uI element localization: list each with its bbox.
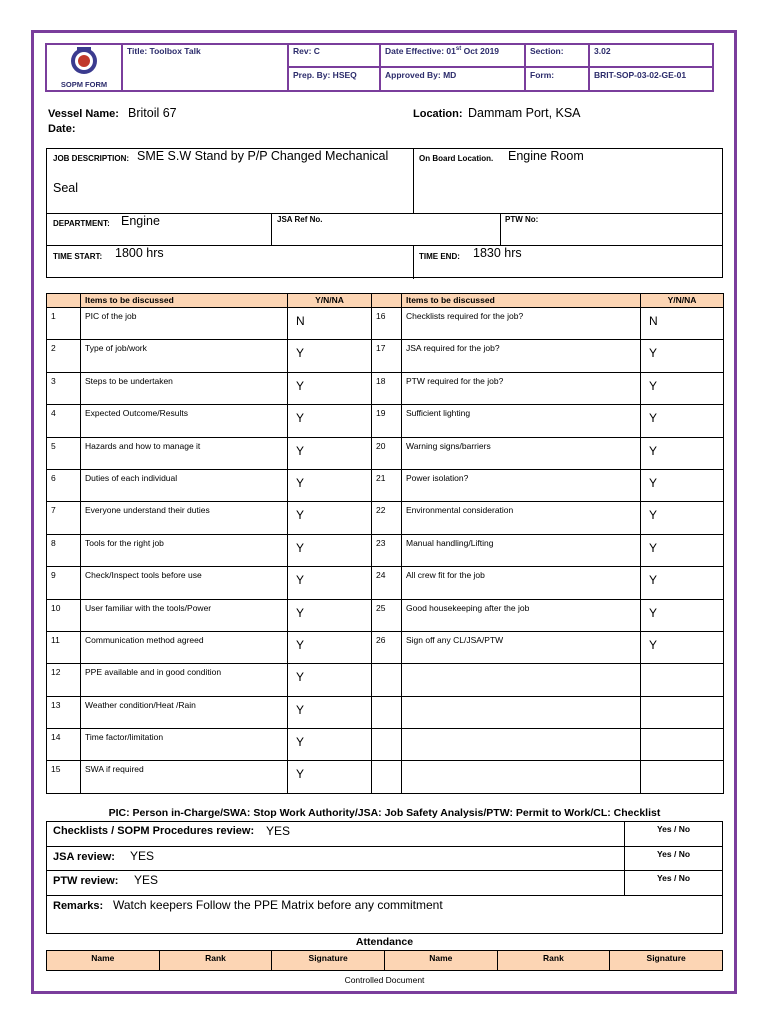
item-number: 14 <box>47 729 81 761</box>
vessel-name-label: Vessel Name: <box>48 108 119 120</box>
header-no <box>372 294 402 308</box>
header-yn: Y/N/NA <box>288 294 372 308</box>
item-answer[interactable]: N <box>288 308 372 340</box>
item-number: 9 <box>47 567 81 599</box>
header-divider <box>379 45 381 90</box>
item-label: Sufficient lighting <box>402 405 641 437</box>
attendance-col-signature: Signature <box>272 951 385 971</box>
item-answer[interactable] <box>641 664 724 696</box>
item-answer[interactable]: Y <box>641 534 724 566</box>
item-answer[interactable]: Y <box>288 340 372 372</box>
checklist-row <box>47 372 724 404</box>
item-answer[interactable]: Y <box>288 631 372 663</box>
item-answer[interactable]: Y <box>288 664 372 696</box>
checklist-row <box>47 567 724 599</box>
item-label: All crew fit for the job <box>402 567 641 599</box>
remarks-label: Remarks: <box>53 900 104 912</box>
checklist-row <box>47 469 724 501</box>
item-number <box>372 664 402 696</box>
abbreviation-legend: PIC: Person in-Charge/SWA: Stop Work Authority/JSA: Job Safety Analysis/PTW: Permit to Work/CL: Checklist <box>108 807 661 819</box>
item-answer[interactable]: Y <box>288 599 372 631</box>
item-number: 24 <box>372 567 402 599</box>
department-label: DEPARTMENT: <box>53 219 110 228</box>
attendance-col-rank: Rank <box>497 951 610 971</box>
item-number: 16 <box>372 308 402 340</box>
item-label <box>402 696 641 728</box>
header-no <box>47 294 81 308</box>
col-divider <box>413 149 414 213</box>
item-answer[interactable]: Y <box>641 437 724 469</box>
item-number: 23 <box>372 534 402 566</box>
item-number: 18 <box>372 372 402 404</box>
item-answer[interactable]: Y <box>288 761 372 793</box>
remarks-value[interactable]: Watch keepers Follow the PPE Matrix before any commitment <box>113 898 443 912</box>
item-number: 25 <box>372 599 402 631</box>
item-label: Expected Outcome/Results <box>81 405 288 437</box>
header-items: Items to be discussed <box>402 294 641 308</box>
ptw-review-label: PTW review: <box>53 875 119 887</box>
ptw-review-row <box>46 870 723 896</box>
item-number: 8 <box>47 534 81 566</box>
item-answer[interactable]: Y <box>288 729 372 761</box>
item-number: 22 <box>372 502 402 534</box>
item-label <box>402 664 641 696</box>
company-logo <box>47 45 121 90</box>
attendance-title: Attendance <box>355 936 414 948</box>
checklist-row <box>47 664 724 696</box>
item-label: Warning signs/barriers <box>402 437 641 469</box>
item-number: 20 <box>372 437 402 469</box>
date-effective: Date Effective: 01st Oct 2019 <box>385 46 500 56</box>
item-number: 4 <box>47 405 81 437</box>
section-label: Section: <box>530 46 564 56</box>
col-divider <box>271 213 272 245</box>
checklist-header-row <box>47 294 724 308</box>
item-number: 21 <box>372 469 402 501</box>
item-answer[interactable]: Y <box>641 502 724 534</box>
item-label: Weather condition/Heat /Rain <box>81 696 288 728</box>
item-answer[interactable]: Y <box>641 599 724 631</box>
item-label: SWA if required <box>81 761 288 793</box>
item-label: Manual handling/Lifting <box>402 534 641 566</box>
item-label: User familiar with the tools/Power <box>81 599 288 631</box>
item-label: Steps to be undertaken <box>81 372 288 404</box>
item-answer[interactable] <box>641 729 724 761</box>
item-number: 19 <box>372 405 402 437</box>
header-divider <box>524 45 526 90</box>
item-number: 15 <box>47 761 81 793</box>
item-answer[interactable]: Y <box>641 372 724 404</box>
jsa-review-value[interactable]: YES <box>130 849 155 863</box>
ptw-yes-no[interactable]: Yes / No <box>624 871 722 895</box>
item-number <box>372 761 402 793</box>
checklist-row <box>47 599 724 631</box>
checklist-row <box>47 502 724 534</box>
checklist-row <box>47 729 724 761</box>
header-items: Items to be discussed <box>81 294 288 308</box>
checklists-yes-no[interactable]: Yes / No <box>624 822 722 846</box>
job-description-value[interactable]: SME S.W Stand by P/P Changed Mechanical <box>137 149 389 163</box>
item-label: PPE available and in good condition <box>81 664 288 696</box>
checklist-row <box>47 437 724 469</box>
item-answer[interactable] <box>641 696 724 728</box>
item-number: 10 <box>47 599 81 631</box>
controlled-document-footer: Controlled Document <box>344 975 425 985</box>
item-answer[interactable]: Y <box>641 631 724 663</box>
location-label: Location: <box>413 108 463 120</box>
item-answer[interactable]: Y <box>641 567 724 599</box>
col-divider <box>413 245 414 279</box>
prepared-by: Prep. By: HSEQ <box>293 70 357 80</box>
item-answer[interactable]: Y <box>641 340 724 372</box>
checklists-review-row <box>46 821 723 847</box>
item-number: 13 <box>47 696 81 728</box>
item-label: JSA required for the job? <box>402 340 641 372</box>
job-description-label: JOB DESCRIPTION: <box>53 154 130 163</box>
header-divider <box>588 45 590 90</box>
time-start-label: TIME START: <box>53 252 103 261</box>
checklist-table <box>46 293 724 794</box>
checklist-row <box>47 761 724 793</box>
jsa-ref-label: JSA Ref No. <box>277 215 323 224</box>
location-value[interactable]: Dammam Port, KSA <box>468 106 581 120</box>
form-header <box>45 43 714 92</box>
attendance-col-name: Name <box>47 951 160 971</box>
section-value: 3.02 <box>594 46 611 56</box>
jsa-yes-no[interactable]: Yes / No <box>624 847 722 870</box>
attendance-col-signature: Signature <box>610 951 723 971</box>
item-number: 12 <box>47 664 81 696</box>
checklist-row <box>47 340 724 372</box>
item-number: 5 <box>47 437 81 469</box>
item-answer[interactable]: Y <box>641 469 724 501</box>
remarks-row <box>46 895 723 934</box>
item-number: 11 <box>47 631 81 663</box>
item-label: PTW required for the job? <box>402 372 641 404</box>
item-label: Tools for the right job <box>81 534 288 566</box>
job-description-value-cont[interactable]: Seal <box>53 181 79 195</box>
item-label: Duties of each individual <box>81 469 288 501</box>
item-answer[interactable]: Y <box>288 534 372 566</box>
checklists-review-value[interactable]: YES <box>266 824 291 838</box>
job-details-box <box>46 148 723 278</box>
item-answer[interactable] <box>641 761 724 793</box>
attendance-col-rank: Rank <box>159 951 272 971</box>
item-label: Power isolation? <box>402 469 641 501</box>
col-divider <box>500 213 501 245</box>
item-number: 6 <box>47 469 81 501</box>
item-label: Hazards and how to manage it <box>81 437 288 469</box>
checklist-row <box>47 534 724 566</box>
checklist-row <box>47 696 724 728</box>
form-number: BRIT-SOP-03-02-GE-01 <box>594 70 687 80</box>
item-label: Checklists required for the job? <box>402 308 641 340</box>
checklists-review-label: Checklists / SOPM Procedures review: <box>53 825 255 837</box>
attendance-col-name: Name <box>384 951 497 971</box>
item-answer[interactable]: Y <box>288 469 372 501</box>
item-label <box>402 761 641 793</box>
jsa-review-label: JSA review: <box>53 851 115 863</box>
item-answer[interactable]: Y <box>288 502 372 534</box>
time-end-value[interactable]: 1830 hrs <box>473 246 522 260</box>
vessel-name-value[interactable]: Britoil 67 <box>128 106 177 120</box>
item-number: 2 <box>47 340 81 372</box>
item-answer[interactable]: Y <box>288 372 372 404</box>
checklist-row <box>47 631 724 663</box>
date-label: Date: <box>48 123 76 135</box>
item-label: Type of job/work <box>81 340 288 372</box>
revision: Rev: C <box>293 46 320 56</box>
item-number: 3 <box>47 372 81 404</box>
department-value[interactable]: Engine <box>121 214 160 228</box>
item-answer[interactable]: Y <box>288 405 372 437</box>
item-number: 17 <box>372 340 402 372</box>
item-label: Everyone understand their duties <box>81 502 288 534</box>
item-label: Sign off any CL/JSA/PTW <box>402 631 641 663</box>
item-number: 26 <box>372 631 402 663</box>
item-answer[interactable]: Y <box>288 696 372 728</box>
ptw-no-label: PTW No: <box>505 215 539 224</box>
ptw-review-value[interactable]: YES <box>134 873 159 887</box>
time-end-label: TIME END: <box>419 252 460 261</box>
form-title: Title: Toolbox Talk <box>127 46 201 56</box>
time-start-value[interactable]: 1800 hrs <box>115 246 164 260</box>
attendance-table <box>46 950 723 971</box>
form-label: Form: <box>530 70 555 80</box>
item-number <box>372 696 402 728</box>
onboard-location-value[interactable]: Engine Room <box>508 149 584 163</box>
header-yn: Y/N/NA <box>641 294 724 308</box>
item-answer[interactable]: Y <box>288 567 372 599</box>
item-number: 1 <box>47 308 81 340</box>
header-divider <box>287 66 712 68</box>
item-label: Time factor/limitation <box>81 729 288 761</box>
header-divider <box>121 45 123 90</box>
checklist-row <box>47 308 724 340</box>
checklist-row <box>47 405 724 437</box>
item-label: PIC of the job <box>81 308 288 340</box>
attendance-header-row <box>47 951 723 971</box>
item-label: Check/Inspect tools before use <box>81 567 288 599</box>
item-answer[interactable]: N <box>641 308 724 340</box>
logo-caption: SOPM FORM <box>60 80 108 89</box>
jsa-review-row <box>46 846 723 871</box>
onboard-location-label: On Board Location. <box>419 154 494 163</box>
item-answer[interactable]: Y <box>288 437 372 469</box>
item-answer[interactable]: Y <box>641 405 724 437</box>
header-divider <box>287 45 289 90</box>
item-label <box>402 729 641 761</box>
item-number <box>372 729 402 761</box>
item-number: 7 <box>47 502 81 534</box>
logo-emblem-icon <box>47 45 121 81</box>
approved-by: Approved By: MD <box>385 70 457 80</box>
item-label: Environmental consideration <box>402 502 641 534</box>
item-label: Good housekeeping after the job <box>402 599 641 631</box>
item-label: Communication method agreed <box>81 631 288 663</box>
